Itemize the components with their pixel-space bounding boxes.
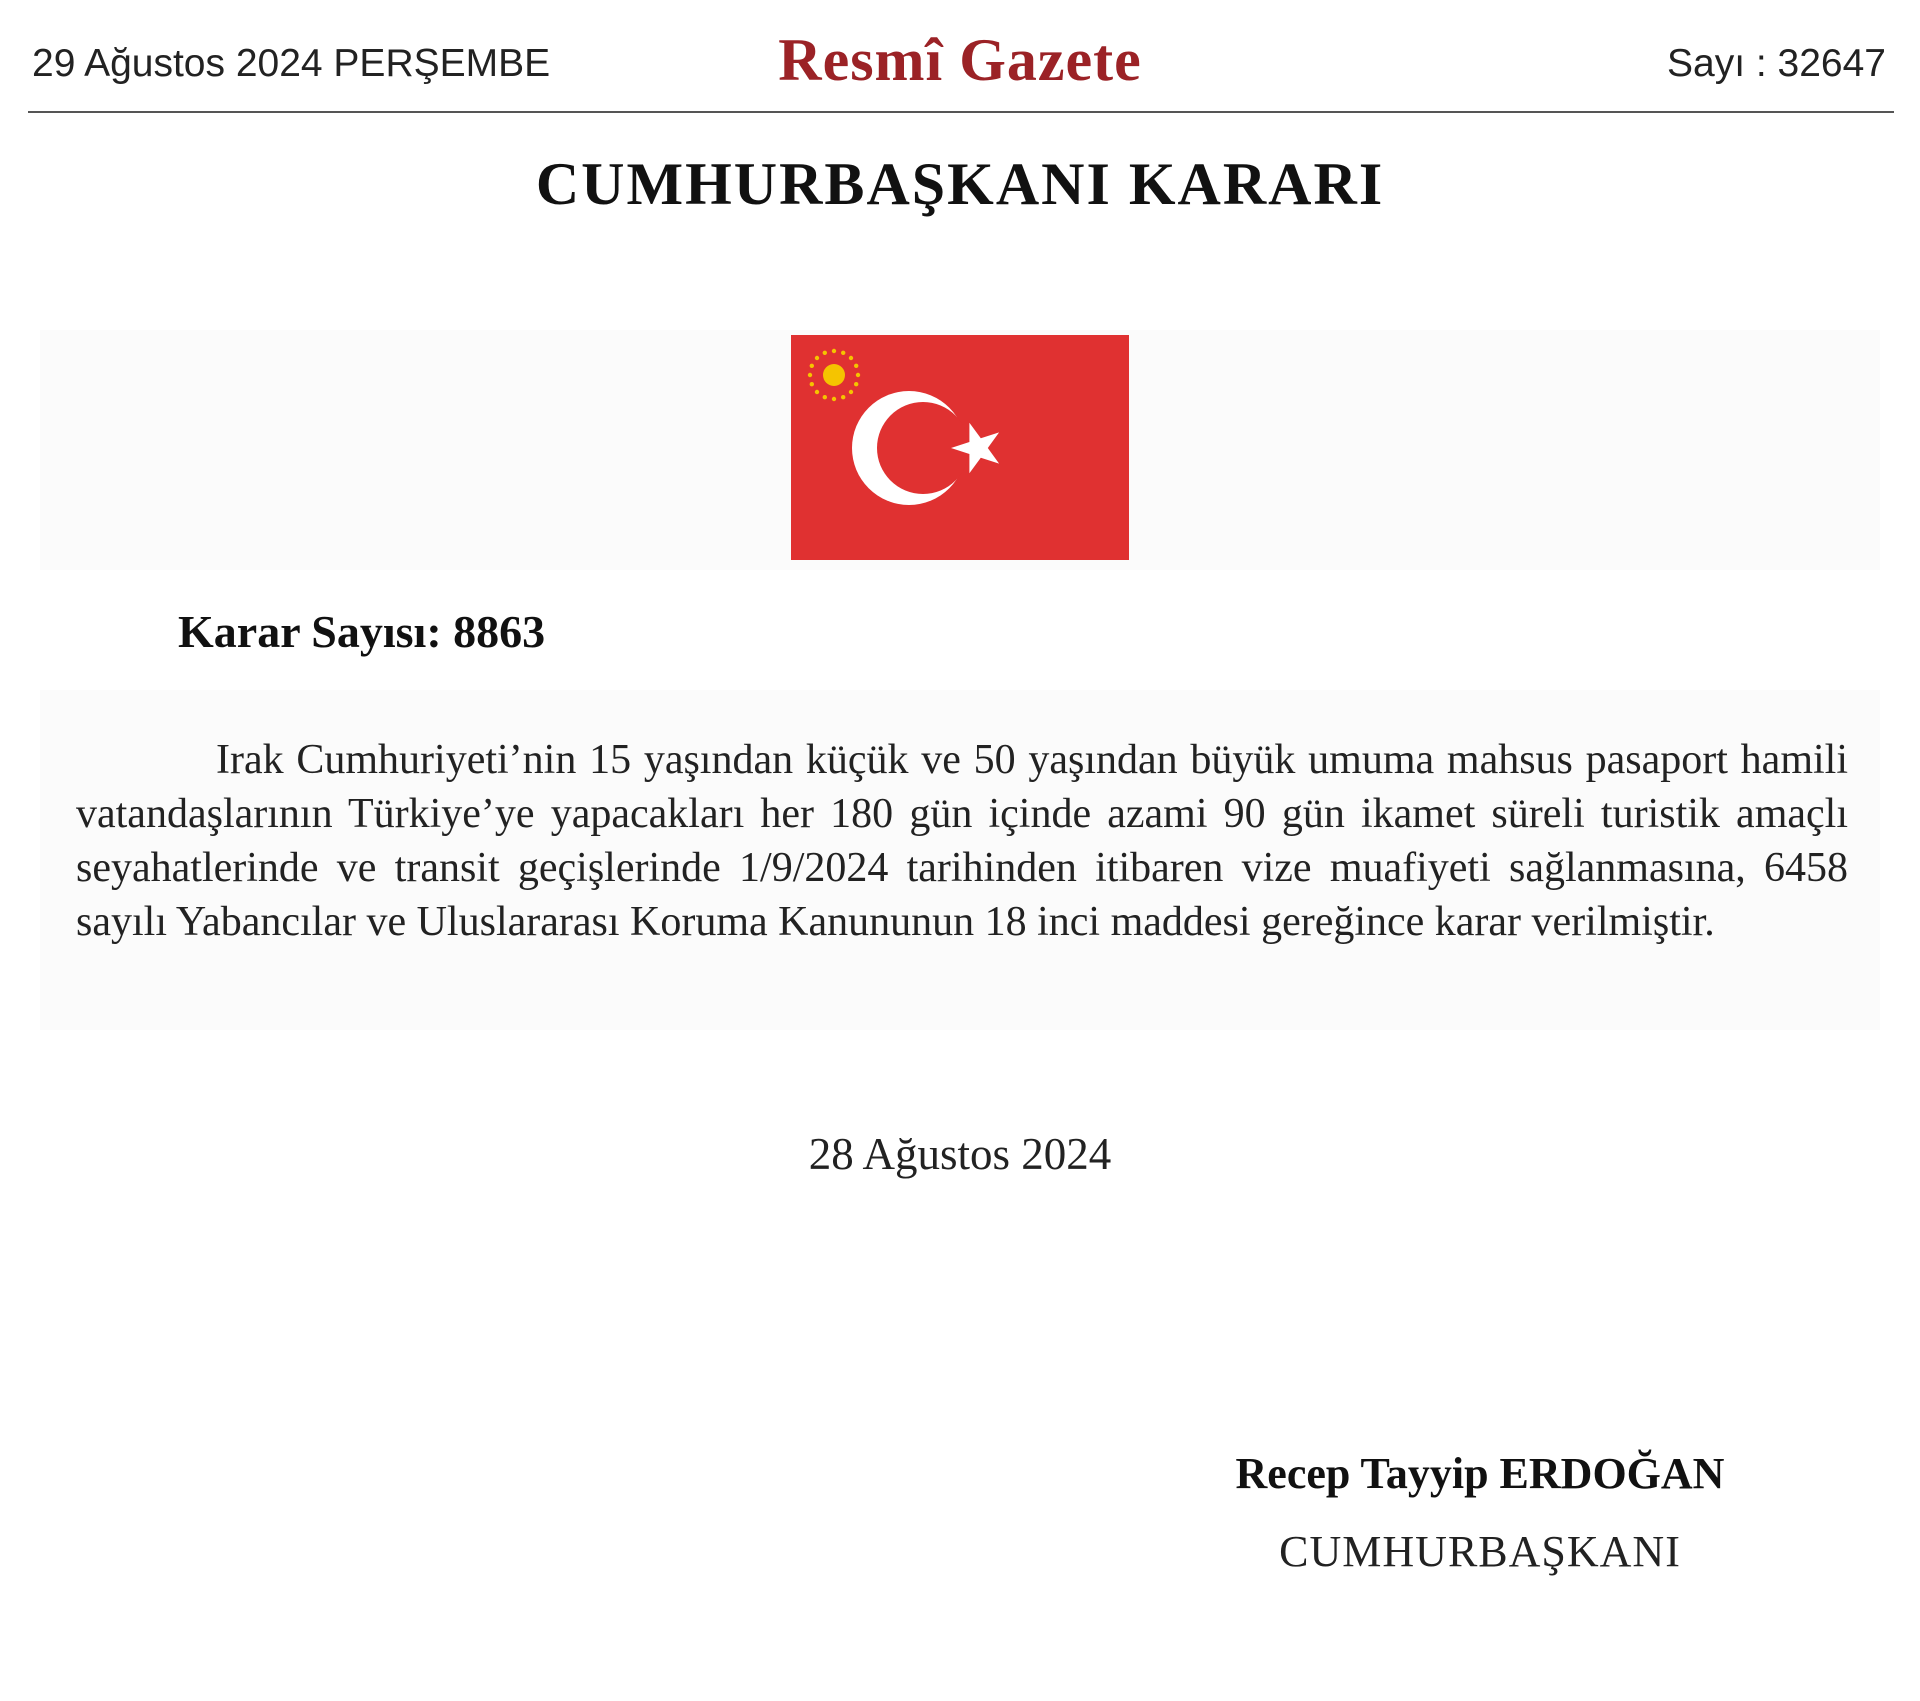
decision-number: Karar Sayısı: 8863 — [178, 606, 546, 657]
signatory-name: Recep Tayyip ERDOĞAN — [1235, 1449, 1725, 1498]
decision-date: 28 Ağustos 2024 — [808, 1129, 1112, 1179]
turkish-flag-icon — [791, 335, 1129, 560]
gazette-header — [28, 28, 1892, 112]
header-divider — [28, 111, 1894, 113]
signatory-title: CUMHURBAŞKANI — [1279, 1527, 1681, 1576]
issue-number: Sayı : 32647 — [1667, 42, 1886, 85]
document-type-heading: CUMHURBAŞKANI KARARI — [535, 151, 1385, 217]
publication-date: 29 Ağustos 2024 PERŞEMBE — [32, 42, 551, 85]
gazette-title: Resmî Gazete — [778, 27, 1142, 93]
decision-body-text: Irak Cumhuriyeti’nin 15 yaşından küçük ve 50 yaşından büyük umuma mahsus pasaport hamili vatandaşlarının Türkiye’ye yapacakları her 180 gün içinde azami 90 gün ikamet süreli turistik amaçlı seyahatlerinde ve transit geçişlerinde 1/9/2024 tarihinden itibaren vize muafiyeti sağlanmasına, 6458 sayılı Yabancılar ve Uluslararası Koruma Kanununun 18 inci maddesi gereğince karar verilmiştir. — [76, 737, 1848, 945]
